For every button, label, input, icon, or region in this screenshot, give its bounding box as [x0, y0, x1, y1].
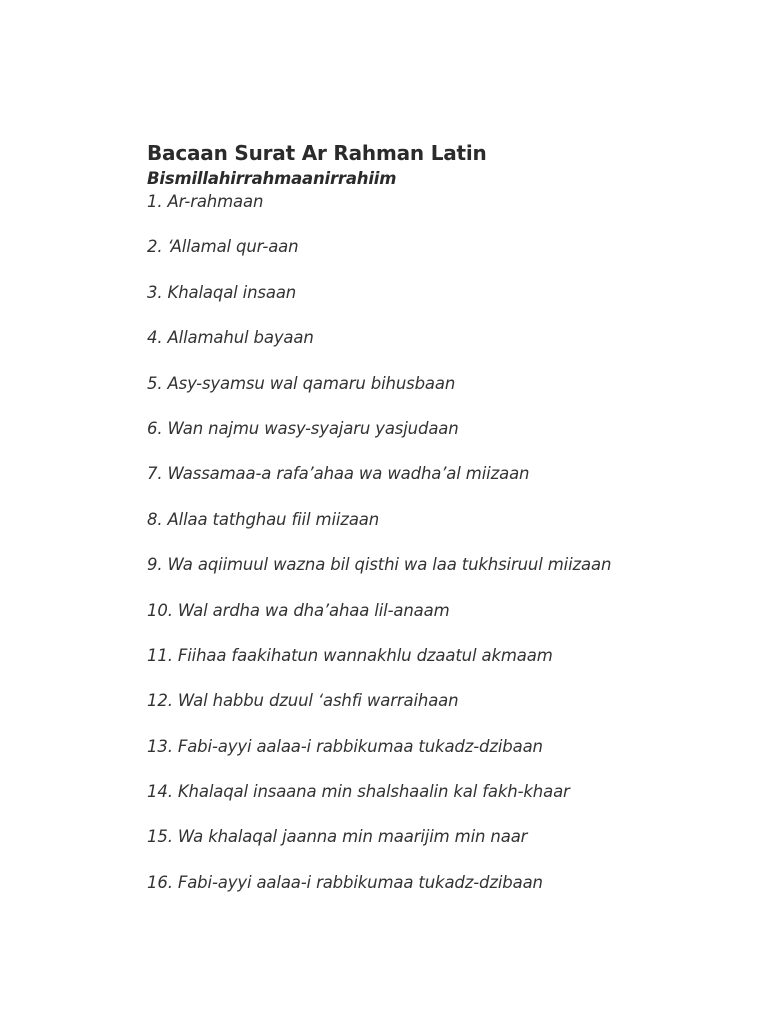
page-subtitle: Bismillahirrahmaanirrahiim [147, 169, 397, 188]
verse-8: 8. Allaa tathghau fiil miizaan [147, 509, 380, 529]
verse-6: 6. Wan najmu wasy-syajaru yasjudaan [147, 418, 459, 438]
page-title: Bacaan Surat Ar Rahman Latin [147, 141, 487, 165]
verse-13: 13. Fabi-ayyi aalaa-i rabbikumaa tukadz-dzibaan [147, 736, 543, 756]
verse-15: 15. Wa khalaqal jaanna min maarijim min naar [147, 827, 528, 847]
verse-12: 12. Wal habbu dzuul ‘ashfi warraihaan [147, 691, 459, 711]
verse-16: 16. Fabi-ayyi aalaa-i rabbikumaa tukadz-dzibaan [147, 872, 543, 892]
verse-5: 5. Asy-syamsu wal qamaru bihusbaan [147, 373, 456, 393]
verse-9: 9. Wa aqiimuul wazna bil qisthi wa laa tukhsiruul miizaan [147, 555, 612, 575]
verse-3: 3. Khalaqal insaan [147, 282, 297, 302]
verse-1: 1. Ar-rahmaan [147, 192, 264, 211]
verse-list [147, 191, 747, 917]
verse-14: 14. Khalaqal insaana min shalshaalin kal fakh-khaar [147, 782, 570, 802]
document-page [147, 140, 747, 917]
verse-7: 7. Wassamaa-a rafa’ahaa wa wadha’al miizaan [147, 464, 530, 484]
verse-11: 11. Fiihaa faakihatun wannakhlu dzaatul akmaam [147, 645, 553, 665]
verse-10: 10. Wal ardha wa dha’ahaa lil-anaam [147, 600, 450, 620]
verse-4: 4. Allamahul bayaan [147, 328, 314, 348]
verse-2: 2. ‘Allamal qur-aan [147, 237, 299, 257]
